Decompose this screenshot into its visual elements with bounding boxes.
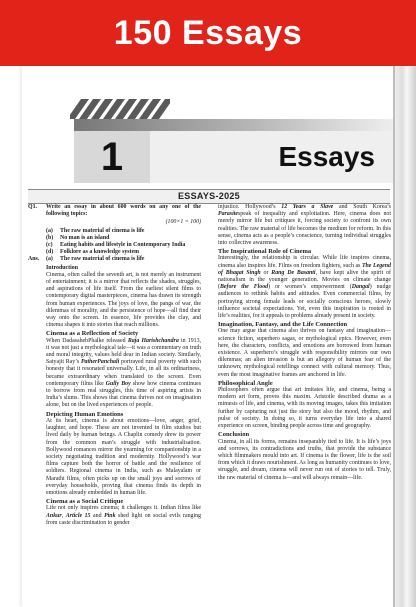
paragraph: At its heart, cinema is about emotions—love, anger, grief, laughter, and hope. These are not invented in film studios but lived daily by human beings. A Chaplin comedy drew its power from the common man’s struggle with industrialisation. Bollywood romances mirror the yearning for companionship in a society negotiating tradition and modernity. Hollywood’s war films capture both the horror of battle and the resilience of soldiers. Regional cinema in India, such as Malayalam or Marathi films, often picks up on the small joys and sorrows of everyday households, proving that cinema finds its depth in emotions already embedded in human life. — [46, 417, 201, 496]
option-item: (d) Folklore as a knowledge system — [46, 249, 140, 256]
paragraph: Philosophers often argue that art imitates life, and cinema, being a modern art form, proves this maxim. Aristotle described drama as a mimesis of life, and cinema, with its moving images, takes this imitation further by capturing not just the story but also the mood, rhythm, and pulse of society. In doing so, it turns everyday life into a shared experience on screen, binding people across time and geography. — [218, 387, 391, 430]
paragraph: When DadasahebPhalke released Raja Harishchandra in 1913, it was not just a mythological tale—it was a commentary on truth and moral integrity, values held dear in Indian society. Similarly, Satyajit Ray’s PatherPanchali portrayed rural poverty with such honesty that it resonated universally. Life, in all its ordinariness, became extraordinary when translated to the screen. Even contemporary films like Gully Boy show how cinema continues to borrow from real struggles, this time of aspiring artists in India’s slums. This shows that cinema thrives not on imagination alone, but on the lived experiences of people. — [46, 337, 201, 409]
section-heading: Philosophical Angle — [218, 379, 273, 387]
paragraph: Cinema, in all its forms, remains inseparably tied to life. It is life’s joys and sorrows, its contradictions and truths, that provide the substance which filmmakers mould into art. If cinema is the flower, life is the soil from which it draws nourishment. As long as humanity continues to love, struggle, and dream, cinema will never run out of stories to tell. Truly, the raw material of cinema is—and will always remain—life. — [218, 438, 391, 481]
question-text: Write an essay in about 600 words on any one of the following topics: — [46, 204, 201, 218]
section-heading: Imagination, Fantasy, and the Life Connection — [218, 321, 348, 329]
chapter-stripes-decoration — [70, 99, 170, 119]
section-heading: Introduction — [46, 264, 78, 271]
question — [28, 204, 201, 218]
right-column — [218, 204, 391, 482]
answer-label: Ans. — [28, 256, 40, 263]
option-item: (b) No man is an island — [46, 234, 110, 241]
paragraph: Life not only inspires cinema; it challenges it. Indian films like Ankur, Article 15 and Pink shed light on social evils ranging from caste discrimination to gender — [46, 505, 201, 526]
chapter-number-box — [74, 131, 150, 183]
paragraph: One may argue that cinema also thrives on fantasy and imagination—science fiction, superhero sagas, or mythological epics. However, even here, the characters, conflicts, and emotions are borrowed from human existence. A superhero’s struggle with responsibility mirrors our own dilemmas; an alien invasion is but an allegory of human fear of the unknown; mythological retellings connect with cultural memory. Thus, even the most imaginative frames are anchored in life. — [218, 328, 391, 378]
paragraph: Interestingly, the relationship is circular. While life inspires cinema, cinema also inspires life. Films on freedom fighters, such as The Legend of Bhagat Singh or Rang De Basanti, have kept alive the spirit of nationalism in the younger generation. Movies on climate change (Before the Flood) or women’s empowerment (Dangal) nudge audiences to rethink habits and attitudes. Even commercial films, by portraying strong female leads or socially conscious heroes, slowly influence societal expectations. Yet, even this inspiration is rooted in life’s realities, for it appeals to problems already present in society. — [218, 255, 391, 320]
chapter-number: 1 — [100, 134, 124, 179]
top-banner — [0, 0, 416, 66]
option-item: (c) Eating habits and lifestyle in Contemporary India — [46, 242, 186, 249]
answer-heading — [28, 256, 201, 263]
question-marks: (100×1 = 100) — [165, 219, 201, 226]
answer-option: (a) — [46, 256, 53, 263]
book-page — [22, 66, 393, 607]
chapter-header-bar — [74, 119, 393, 131]
section-heading: Cinema as a Social Critique — [46, 498, 124, 506]
chapter-title: Essays — [278, 141, 375, 172]
paragraph: injustice. Hollywood’s 12 Years a Slave and South Korea’s Parasitespeak of inequality and exploitation. Here, cinema does not merely mirror life but critiques it, forcing society to confront its own realities. The raw material of life becomes the medium for reform. In this sense, cinema acts as a people’s conscience, turning individual struggles into collective awareness. — [218, 204, 391, 247]
left-column — [28, 204, 201, 528]
option-item: (a) The raw material of cinema is life — [46, 227, 145, 234]
paragraph: Cinema, often called the seventh art, is not merely an instrument of entertainment; it is a mirror that reflects the shades, struggles, and aspirations of life itself. From the earliest silent films to contemporary digital masterpieces, cinema has drawn its strength from human experiences. The joys of love, the pangs of war, the dilemmas of morality, and the persistence of hope—all find their way onto the screen. In essence, life provides the clay, and cinema shapes it into stories that reach millions. — [46, 271, 201, 329]
section-heading: Depicting Human Emotions — [46, 410, 124, 418]
answer-title: The raw material of cinema is life — [60, 256, 145, 263]
banner-title: 150 Essays — [113, 13, 303, 52]
chapter-title-box — [150, 131, 393, 183]
question-label: Q1. — [28, 204, 37, 210]
book-page-edge — [393, 66, 416, 607]
section-heading: Cinema as a Reflection of Society — [46, 330, 139, 338]
section-heading: The Inspirational Role of Cinema — [218, 248, 312, 256]
section-heading: Conclusion — [218, 431, 250, 439]
section-year-bar: ESSAYS-2025 — [28, 189, 390, 204]
